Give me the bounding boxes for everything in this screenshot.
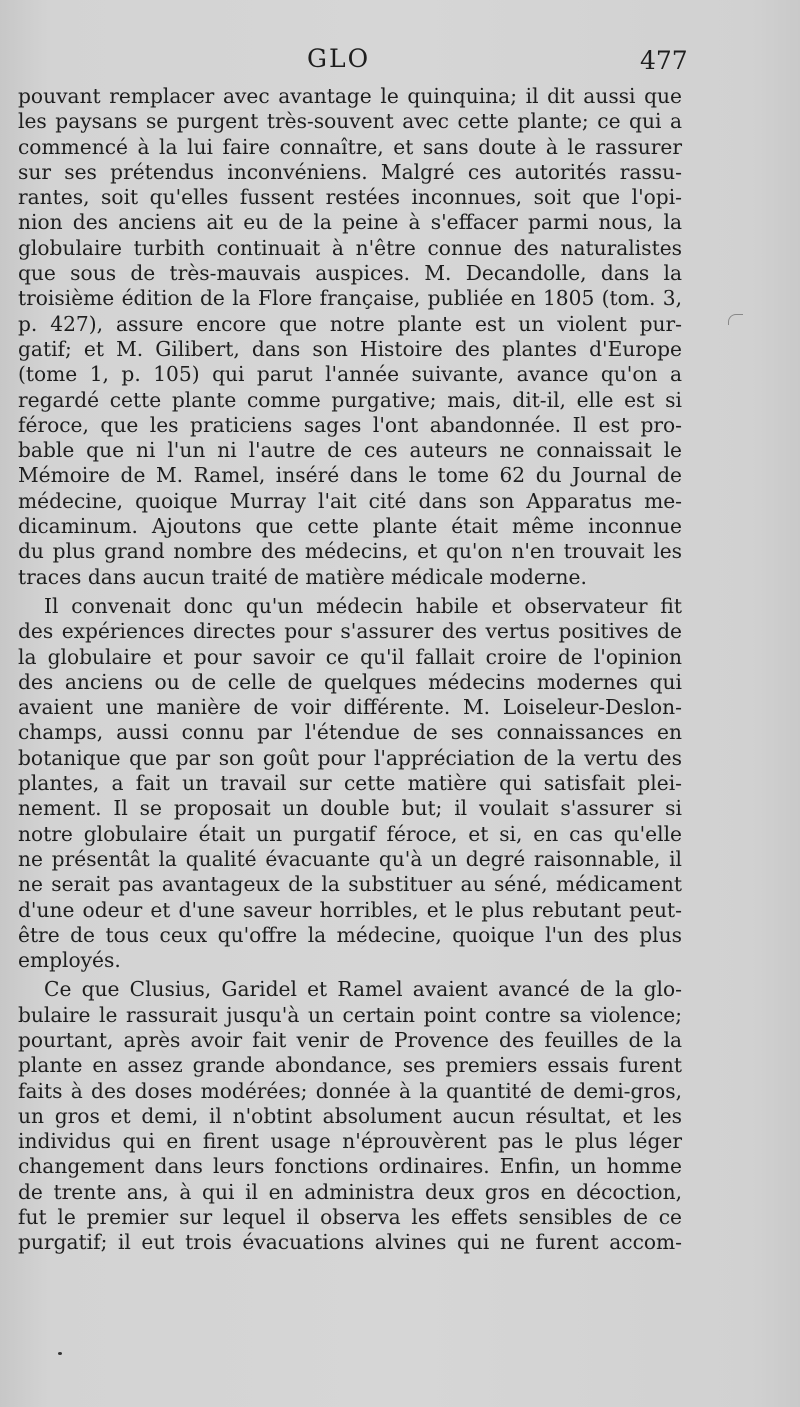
text-line: bable que ni l'un ni l'autre de ces auteurs ne connaissait le — [18, 438, 682, 463]
text-line: individus qui en firent usage n'éprouvèrent pas le plus léger — [18, 1129, 682, 1154]
text-line: médecine, quoique Murray l'ait cité dans son Apparatus me- — [18, 488, 682, 513]
text-line: rantes, soit qu'elles fussent restées inconnues, soit que l'opi- — [18, 185, 682, 210]
text-line: changement dans leurs fonctions ordinaires. Enfin, un homme — [18, 1154, 682, 1179]
text-line: commencé à la lui faire connaître, et sans doute à le rassurer — [18, 134, 682, 159]
text-line: des expériences directes pour s'assurer des vertus positives de — [18, 619, 682, 644]
text-line: nion des anciens ait eu de la peine à s'effacer parmi nous, la — [18, 210, 682, 235]
text-line: troisième édition de la Flore française, publiée en 1805 (tom. 3, — [18, 286, 682, 311]
margin-mark — [728, 314, 743, 325]
text-line: avaient une manière de voir différente. M. Loiseleur-Deslon- — [18, 695, 682, 720]
text-line: notre globulaire était un purgatif féroce, et si, en cas qu'elle — [18, 821, 682, 846]
text-line: plantes, a fait un travail sur cette matière qui satisfait plei- — [18, 771, 682, 796]
text-line: gatif; et M. Gilibert, dans son Histoire des plantes d'Europe — [18, 336, 682, 361]
text-line: d'une odeur et d'une saveur horribles, et le plus rebutant peut- — [18, 897, 682, 922]
text-line: champs, aussi connu par l'étendue de ses connaissances en — [18, 720, 682, 745]
text-line: Ce que Clusius, Garidel et Ramel avaient avancé de la glo- — [44, 977, 682, 1002]
text-line: (tome 1, p. 105) qui parut l'année suivante, avance qu'on a — [18, 362, 682, 387]
text-line: p. 427), assure encore que notre plante est un violent pur- — [18, 311, 682, 336]
running-head: GLO — [307, 44, 371, 73]
text-line: purgatif; il eut trois évacuations alvines qui ne furent accom- — [18, 1230, 682, 1255]
ink-speck — [58, 1352, 62, 1355]
text-line: plante en assez grande abondance, ses premiers essais furent — [18, 1053, 682, 1078]
text-line: Mémoire de M. Ramel, inséré dans le tome 62 du Journal de — [18, 463, 682, 488]
text-line: les paysans se purgent très-souvent avec cette plante; ce qui a — [18, 109, 682, 134]
text-line: dicaminum. Ajoutons que cette plante était même inconnue — [18, 514, 682, 539]
text-line: employés. — [18, 948, 121, 973]
page-number: 477 — [640, 46, 688, 75]
text-line: des anciens ou de celle de quelques médecins modernes qui — [18, 669, 682, 694]
text-line: botanique que par son goût pour l'appréciation de la vertu des — [18, 745, 682, 770]
paragraph-1 — [18, 84, 682, 590]
text-line: faits à des doses modérées; donnée à la quantité de demi-gros, — [18, 1078, 682, 1103]
text-line: pouvant remplacer avec avantage le quinquina; il dit aussi que — [18, 84, 682, 108]
text-line: regardé cette plante comme purgative; mais, dit-il, elle est si — [18, 387, 682, 412]
text-line: ne serait pas avantageux de la substituer au séné, médicament — [18, 872, 682, 897]
text-line: globulaire turbith continuait à n'être connue des naturalistes — [18, 235, 682, 260]
text-line: un gros et demi, il n'obtint absolument aucun résultat, et les — [18, 1103, 682, 1128]
text-line: que sous de très-mauvais auspices. M. Decandolle, dans la — [18, 261, 682, 286]
text-line: du plus grand nombre des médecins, et qu'on n'en trouvait les — [18, 539, 682, 564]
page-header — [0, 44, 800, 84]
text-line: Il convenait donc qu'un médecin habile et observateur fit — [44, 593, 682, 618]
text-line: nement. Il se proposait un double but; il voulait s'assurer si — [18, 796, 682, 821]
text-line: être de tous ceux qu'offre la médecine, quoique l'un des plus — [18, 922, 682, 947]
text-line: pourtant, après avoir fait venir de Provence des feuilles de la — [18, 1027, 682, 1052]
text-line: bulaire le rassurait jusqu'à un certain point contre sa violence; — [18, 1002, 682, 1027]
text-line: traces dans aucun traité de matière médicale moderne. — [18, 564, 587, 589]
body-text — [18, 84, 682, 1256]
text-line: ne présentât la qualité évacuante qu'à un degré raisonnable, il — [18, 846, 682, 871]
text-line: féroce, que les praticiens sages l'ont abandonnée. Il est pro- — [18, 412, 682, 437]
text-line: sur ses prétendus inconvéniens. Malgré ces autorités rassu- — [18, 159, 682, 184]
paragraph-3 — [18, 977, 682, 1255]
text-line: la globulaire et pour savoir ce qu'il fallait croire de l'opinion — [18, 644, 682, 669]
paragraph-2 — [18, 594, 682, 973]
text-line: de trente ans, à qui il en administra deux gros en décoction, — [18, 1179, 682, 1204]
text-line: fut le premier sur lequel il observa les effets sensibles de ce — [18, 1205, 682, 1230]
